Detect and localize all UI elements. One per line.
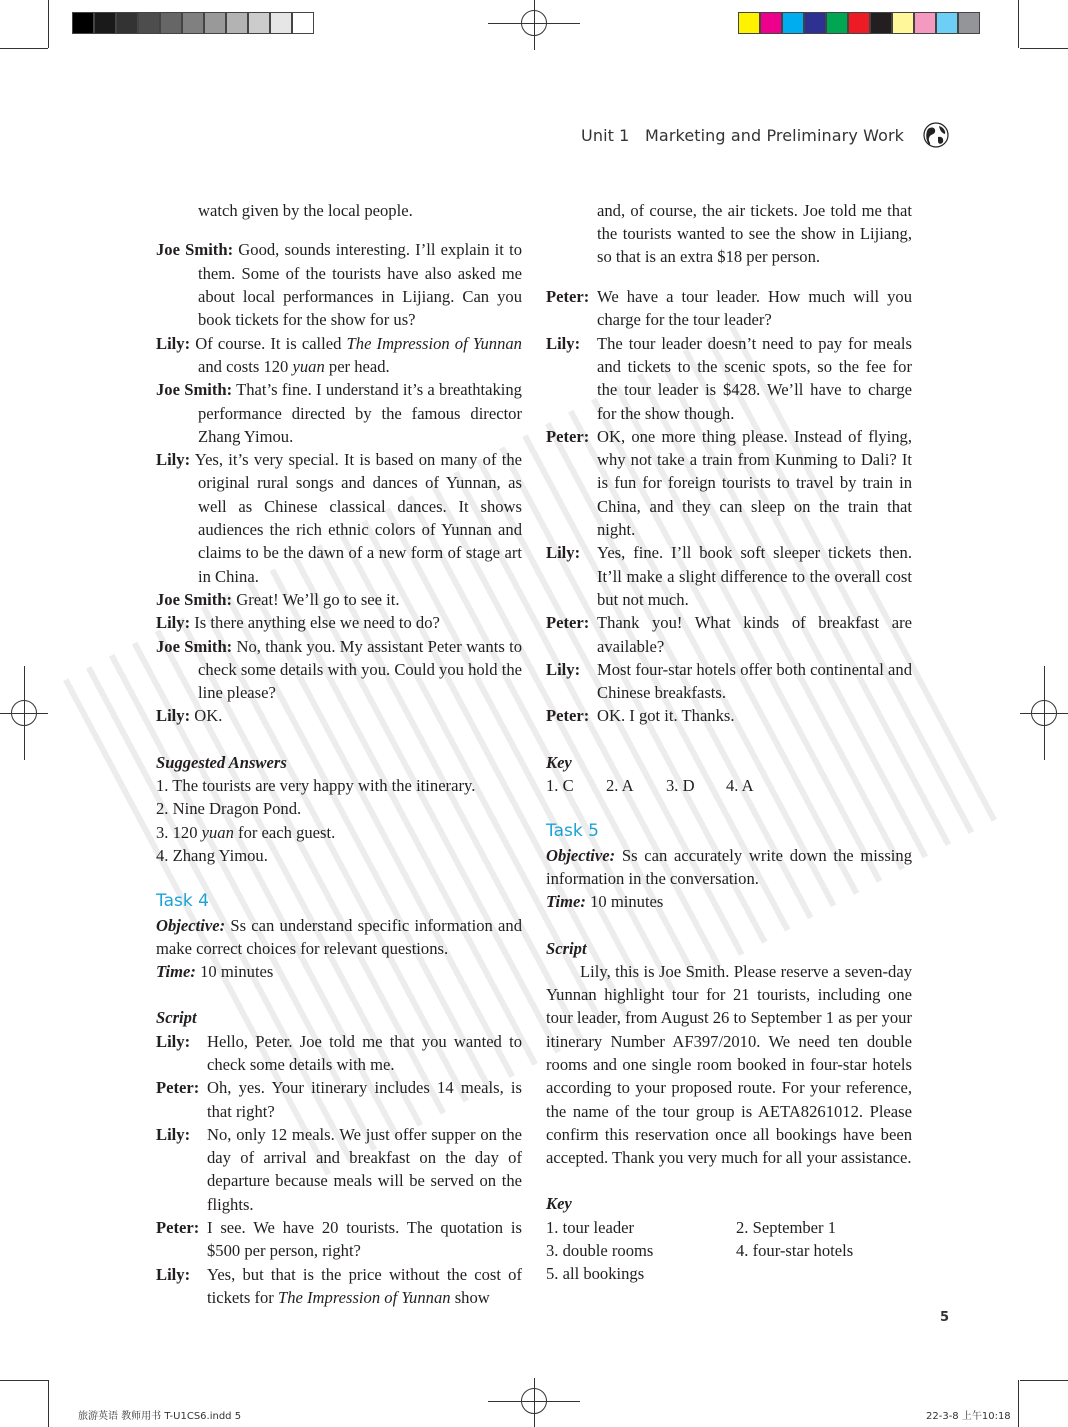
color-swatch [870,12,892,34]
script-text: Oh, yes. Your itinerary includes 14 meals, is that right? [207,1078,522,1121]
dialogue-text: Good, sounds interesting. I’ll explain it to them. Some of the tourists have also asked me about local performances in Lijiang. Can you book tickets for the show for us? [198,240,522,330]
color-swatch [204,12,226,34]
speaker-label: Lily: [156,1031,191,1051]
color-swatch [182,12,204,34]
color-swatch [138,12,160,34]
footer-filename: 旅游英语 教师用书 T-U1CS6.indd 5 [78,1411,242,1422]
dialogue-line [546,285,912,332]
crop-mark [1020,48,1068,49]
task5-time [546,890,912,913]
footer-timestamp: 22-3-8 上午10:18 [926,1411,1011,1422]
answer-item: 4. Zhang Yimou. [156,845,268,865]
script-text: Hello, Peter. Joe told me that you wanted to check some details with me. [207,1031,522,1074]
suggested-answers-heading: Suggested Answers [156,752,287,772]
script-text: No, only 12 meals. We just offer supper on the day of arrival and breakfast on the day of departure because meals will be served on the flights. [207,1124,522,1214]
dialogue-line [156,332,522,379]
speaker-label: Peter: [156,1078,200,1098]
color-swatch [958,12,980,34]
speaker-label: Peter: [546,706,590,726]
script-line [156,1263,522,1310]
speaker-label: Peter: [546,426,590,446]
crop-mark [1018,0,1019,48]
key-item: 3. double rooms [546,1241,654,1261]
dialogue-line [546,704,912,727]
speaker-label: Joe Smith: [156,240,234,260]
crop-mark [1018,1380,1019,1427]
dialogue-text: OK. [194,706,223,726]
task5-script-heading: Script [546,938,587,958]
key-item: 3. D [666,776,695,796]
objective-text: Ss can accurately write down the missing information in the conversation. [546,845,912,888]
script-line [156,1076,522,1123]
dialogue-text: No, thank you. My assistant Peter wants to check some details with you. Could you hold the line please? [198,636,522,703]
speaker-label: Lily: [156,706,191,726]
speaker-label: Peter: [546,613,590,633]
speaker-label: Peter: [546,287,590,307]
color-swatch [826,12,848,34]
page-number: 5 [940,1310,950,1325]
crop-mark [1020,1380,1068,1381]
speaker-label: Joe Smith: [156,636,233,656]
speaker-label: Joe Smith: [156,380,233,400]
dialogue-text: We have a tour leader. How much will you charge for the tour leader? [597,287,912,330]
dialogue-text: and costs 120 [198,356,293,376]
dialogue-line [156,378,522,448]
task5-objective [546,844,912,891]
speaker-label: Lily: [156,333,191,353]
left-column [156,182,522,1309]
show-title: The Impression of Yunnan [277,1287,451,1307]
task5-title: Task 5 [546,821,599,842]
task4-script-heading: Script [156,1008,197,1028]
objective-label: Objective: [156,915,226,935]
dialogue-text: OK, one more thing please. Instead of flying, why not take a train from Kunming to Dali? It is fun for foreign tourists to travel by train in China, and they can sleep on the train that night. [597,426,912,540]
speaker-label: Lily: [156,613,191,633]
dialogue-line [156,611,522,634]
dialogue-text: Is there anything else we need to do? [194,613,440,633]
task5-script-text: Lily, this is Joe Smith. Please reserve a seven-day Yunnan highlight tour for 21 tourists, including one tour leader, from August 26 to September 1 as per your itinerary Number AF397/2010. We need ten double rooms and one single room booked in four-star hotels according to your proposed route. For your reference, the name of the tour group is AETA8261012. Please confirm this reservation once all bookings have been accepted. Thank you very much for all your assistance. [546,961,912,1168]
unit-label: Unit 1 [581,126,630,145]
globe-icon [922,120,950,150]
time-label: Time: [156,962,196,982]
answer-text: for each guest. [233,822,336,842]
dialogue-line [156,635,522,705]
dialogue-line [546,611,912,658]
registration-crosshair [534,0,535,50]
color-swatch [804,12,826,34]
crop-mark [0,48,48,49]
task4-objective [156,914,522,961]
dialogue-line [546,541,912,611]
registration-crosshair [488,23,580,24]
color-swatch [848,12,870,34]
key-item: 2. A [606,776,634,796]
speaker-label: Lily: [546,659,581,679]
dialogue-line [156,238,522,331]
color-swatch [292,12,314,34]
speaker-label: Lily: [156,1124,191,1144]
color-swatch [936,12,958,34]
color-bar [738,12,980,34]
dialogue-line [156,448,522,588]
crop-mark [0,1380,48,1381]
key-item: 2. September 1 [736,1217,837,1237]
color-swatch [160,12,182,34]
dialogue-text: Thank you! What kinds of breakfast are available? [597,613,912,656]
registration-crosshair [1020,713,1068,714]
answer-item: 1. The tourists are very happy with the itinerary. [156,776,476,796]
key-item: 4. A [726,776,754,796]
color-swatch [270,12,292,34]
dialogue-text: Yes, it’s very special. It is based on many of the original rural songs and dances of Yunnan, as well as Chinese classical dances. It shows audiences the rich ethnic colors of Yunnan and claims to be the dawn of a new form of stage art in China. [194,450,522,586]
task5-key-answers [546,1216,912,1286]
answer-item: 2. Nine Dragon Pond. [156,799,302,819]
script-text: show [450,1287,490,1307]
answer-item [156,821,522,844]
unit-title: Marketing and Preliminary Work [645,126,904,145]
currency-word: yuan [292,356,325,376]
dialogue-line [546,658,912,705]
dialogue-line [546,425,912,541]
speaker-label: Lily: [546,333,581,353]
dialogue-line [156,704,522,727]
objective-label: Objective: [546,845,616,865]
script-line [156,1030,522,1077]
dialogue-text: Great! We’ll go to see it. [236,589,400,609]
color-swatch [760,12,782,34]
objective-text: Ss can understand specific information and make correct choices for relevant questions. [156,915,522,958]
task4-key-answers [546,774,912,797]
color-swatch [116,12,138,34]
script-line [156,1216,522,1263]
right-column [546,182,912,1286]
currency-word: yuan [201,822,234,842]
dialogue-text: OK. I got it. Thanks. [597,706,735,726]
dialogue-text: per head. [324,356,390,376]
color-swatch [94,12,116,34]
script-line [156,1123,522,1216]
speaker-label: Lily: [546,543,581,563]
dialogue-text: That’s fine. I understand it’s a breathtaking performance directed by the famous director Zhang Yimou. [198,380,522,446]
color-swatch [782,12,804,34]
registration-crosshair [0,713,48,714]
color-swatch [738,12,760,34]
registration-crosshair [488,1401,580,1402]
registration-crosshair [534,1378,535,1427]
key-item: 1. C [546,776,574,796]
dialogue-text: The tour leader doesn’t need to pay for meals and tickets to the scenic spots, so the fee for the tour leader is $428. We’ll have to charge for the show though. [597,333,912,423]
dialogue-text: Yes, fine. I’ll book soft sleeper tickets then. It’ll make a slight difference to the overall cost but not much. [597,543,912,609]
script-text: I see. We have 20 tourists. The quotation is $500 per person, right? [207,1218,522,1261]
answer-text: 3. 120 [156,822,202,842]
key-item: 1. tour leader [546,1217,635,1237]
speaker-label: Lily: [156,450,191,470]
speaker-label: Peter: [156,1218,200,1238]
show-title: The Impression of Yunnan [346,333,522,353]
dialogue-continuation: watch given by the local people. [198,200,413,220]
color-swatch [72,12,94,34]
time-text: 10 minutes [585,892,664,912]
speaker-label: Lily: [156,1264,191,1284]
grayscale-bar [72,12,314,34]
running-header [581,126,904,145]
dialogue-text: Of course. It is called [195,333,347,353]
crop-mark [48,1380,49,1427]
crop-mark [48,0,49,48]
task4-time [156,960,522,983]
color-swatch [226,12,248,34]
dialogue-line [546,332,912,425]
time-text: 10 minutes [195,962,274,982]
color-swatch [914,12,936,34]
time-label: Time: [546,892,586,912]
script-text: Yes, but that is the price without the cost of tickets for [207,1264,522,1307]
task4-key-heading: Key [546,752,572,772]
color-swatch [892,12,914,34]
dialogue-text: Most four-star hotels offer both continental and Chinese breakfasts. [597,659,912,703]
speaker-label: Joe Smith: [156,589,233,609]
dialogue-line [156,588,522,611]
key-item: 4. four-star hotels [736,1241,854,1261]
dialogue-continuation: and, of course, the air tickets. Joe told me that the tourists wanted to see the show in Lijiang, so that is an extra $18 per person. [597,200,912,267]
key-item: 5. all bookings [546,1264,645,1284]
task4-title: Task 4 [156,891,209,912]
task5-key-heading: Key [546,1194,572,1214]
color-swatch [248,12,270,34]
